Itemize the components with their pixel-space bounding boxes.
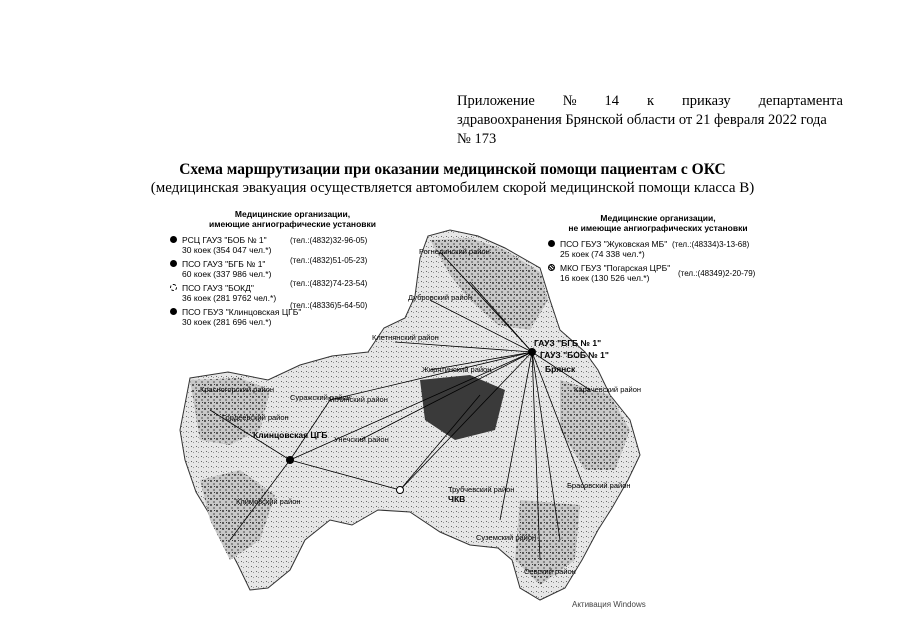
entry-capacity: 16 коек (130 526 чел.*) bbox=[560, 273, 650, 283]
entry-name: МКО ГБУЗ "Погарская ЦРБ" bbox=[560, 263, 671, 273]
district-label: Карачевский район bbox=[574, 385, 642, 394]
district-label: Брасовский район bbox=[567, 481, 631, 490]
appendix-word: Приложение bbox=[457, 93, 535, 109]
district-label: Севский район bbox=[524, 567, 576, 576]
entry-name: ПСО ГБУЗ "Клинцовская ЦГБ" bbox=[182, 307, 302, 317]
appendix-word: департамента bbox=[758, 93, 843, 109]
page-title: Схема маршрутизации при оказании медицинской помощи пациентам с ОКС bbox=[179, 161, 726, 178]
legend-entry bbox=[170, 301, 415, 327]
appendix-line-2: здравоохранения Брянской области от 21 февраля 2022 года bbox=[457, 112, 827, 128]
hollow-circle-icon bbox=[170, 284, 177, 291]
appendix-line-3: № 173 bbox=[457, 131, 497, 147]
district-label: Унечский район bbox=[334, 435, 389, 444]
entry-phone: (тел.:(4832)32-96-05) bbox=[290, 236, 368, 245]
appendix-word: приказу bbox=[681, 93, 731, 109]
hatched-circle-icon bbox=[548, 264, 555, 271]
legend-entry bbox=[548, 263, 768, 283]
legend-heading-line: не имеющие ангиографических установки bbox=[568, 223, 748, 233]
appendix-word: к bbox=[646, 93, 655, 109]
entry-capacity: 60 коек (337 986 чел.*) bbox=[182, 269, 272, 279]
legend-entry bbox=[170, 279, 415, 303]
entry-name: РСЦ ГАУЗ "БОБ № 1" bbox=[182, 235, 267, 245]
filled-circle-icon bbox=[548, 240, 555, 247]
entry-capacity: 30 коек (281 696 чел.*) bbox=[182, 317, 272, 327]
hub-label: ГАУЗ "БОБ № 1" bbox=[540, 350, 609, 360]
windows-activation-watermark: Активация Windows bbox=[572, 600, 646, 609]
hub-label: ЧКВ bbox=[448, 494, 466, 504]
legend-left-heading bbox=[170, 209, 415, 229]
hub-label: ГАУЗ "БГБ № 1" bbox=[534, 338, 602, 348]
district-label: Дубровский район bbox=[408, 293, 472, 302]
district-label: Суражский район bbox=[290, 393, 351, 402]
legend-entry bbox=[548, 239, 768, 259]
legend-entry bbox=[170, 235, 415, 255]
legend-heading-line: имеющие ангиографические установки bbox=[209, 219, 376, 229]
entry-capacity: 30 коек (354 047 чел.*) bbox=[182, 245, 272, 255]
appendix-word: № bbox=[562, 93, 577, 109]
appendix-word: 14 bbox=[604, 93, 620, 109]
legend-heading-line: Медицинские организации, bbox=[234, 209, 351, 219]
district-label: Трубчевский район bbox=[448, 485, 515, 494]
entry-phone: (тел.:(48336)5-64-50) bbox=[290, 301, 368, 310]
entry-phone: (тел.:(48349)2-20-79) bbox=[678, 269, 756, 278]
entry-phone: (тел.:(48334)3-13-68) bbox=[672, 240, 750, 249]
entry-name: ПСО ГБУЗ "Жуковская МБ" bbox=[560, 239, 668, 249]
district-label: Клетнянский район bbox=[372, 333, 439, 342]
district-label: Мглинский район bbox=[328, 395, 388, 404]
entry-capacity: 25 коек (74 338 чел.*) bbox=[560, 249, 645, 259]
page-subtitle: (медицинская эвакуация осуществляется автомобилем скорой медицинской помощи класса В) bbox=[150, 180, 755, 196]
legend-heading-line: Медицинские организации, bbox=[600, 213, 716, 223]
filled-circle-icon bbox=[170, 308, 177, 315]
legend-right-heading bbox=[548, 213, 768, 233]
legend-entry bbox=[170, 256, 415, 279]
entry-name: ПСО ГАУЗ "БОКД" bbox=[182, 283, 254, 293]
hub-klintsy-marker bbox=[286, 456, 294, 464]
filled-circle-icon bbox=[170, 260, 177, 267]
district-label: Рогнединский район bbox=[419, 247, 490, 256]
hub-label: Брянск bbox=[545, 364, 576, 374]
legend-left bbox=[170, 209, 415, 331]
filled-circle-icon bbox=[170, 236, 177, 243]
district-label: Гордеевский район bbox=[222, 413, 289, 422]
hub-pogar-marker bbox=[397, 487, 404, 494]
entry-phone: (тел.:(4832)74-23-54) bbox=[290, 279, 368, 288]
district-label: Красногорский район bbox=[200, 385, 275, 394]
entry-name: ПСО ГАУЗ "БГБ № 1" bbox=[182, 259, 266, 269]
hub-bryansk-marker bbox=[528, 348, 536, 356]
district-label: Жирятинский район bbox=[422, 365, 492, 374]
district-label: Суземский район bbox=[476, 533, 537, 542]
hub-label: Клинцовская ЦГБ bbox=[253, 430, 328, 440]
legend-right bbox=[548, 213, 768, 287]
entry-phone: (тел.:(4832)51-05-23) bbox=[290, 256, 368, 265]
district-label: Климовский район bbox=[236, 497, 301, 506]
entry-capacity: 36 коек (281 9762 чел.*) bbox=[182, 293, 277, 303]
